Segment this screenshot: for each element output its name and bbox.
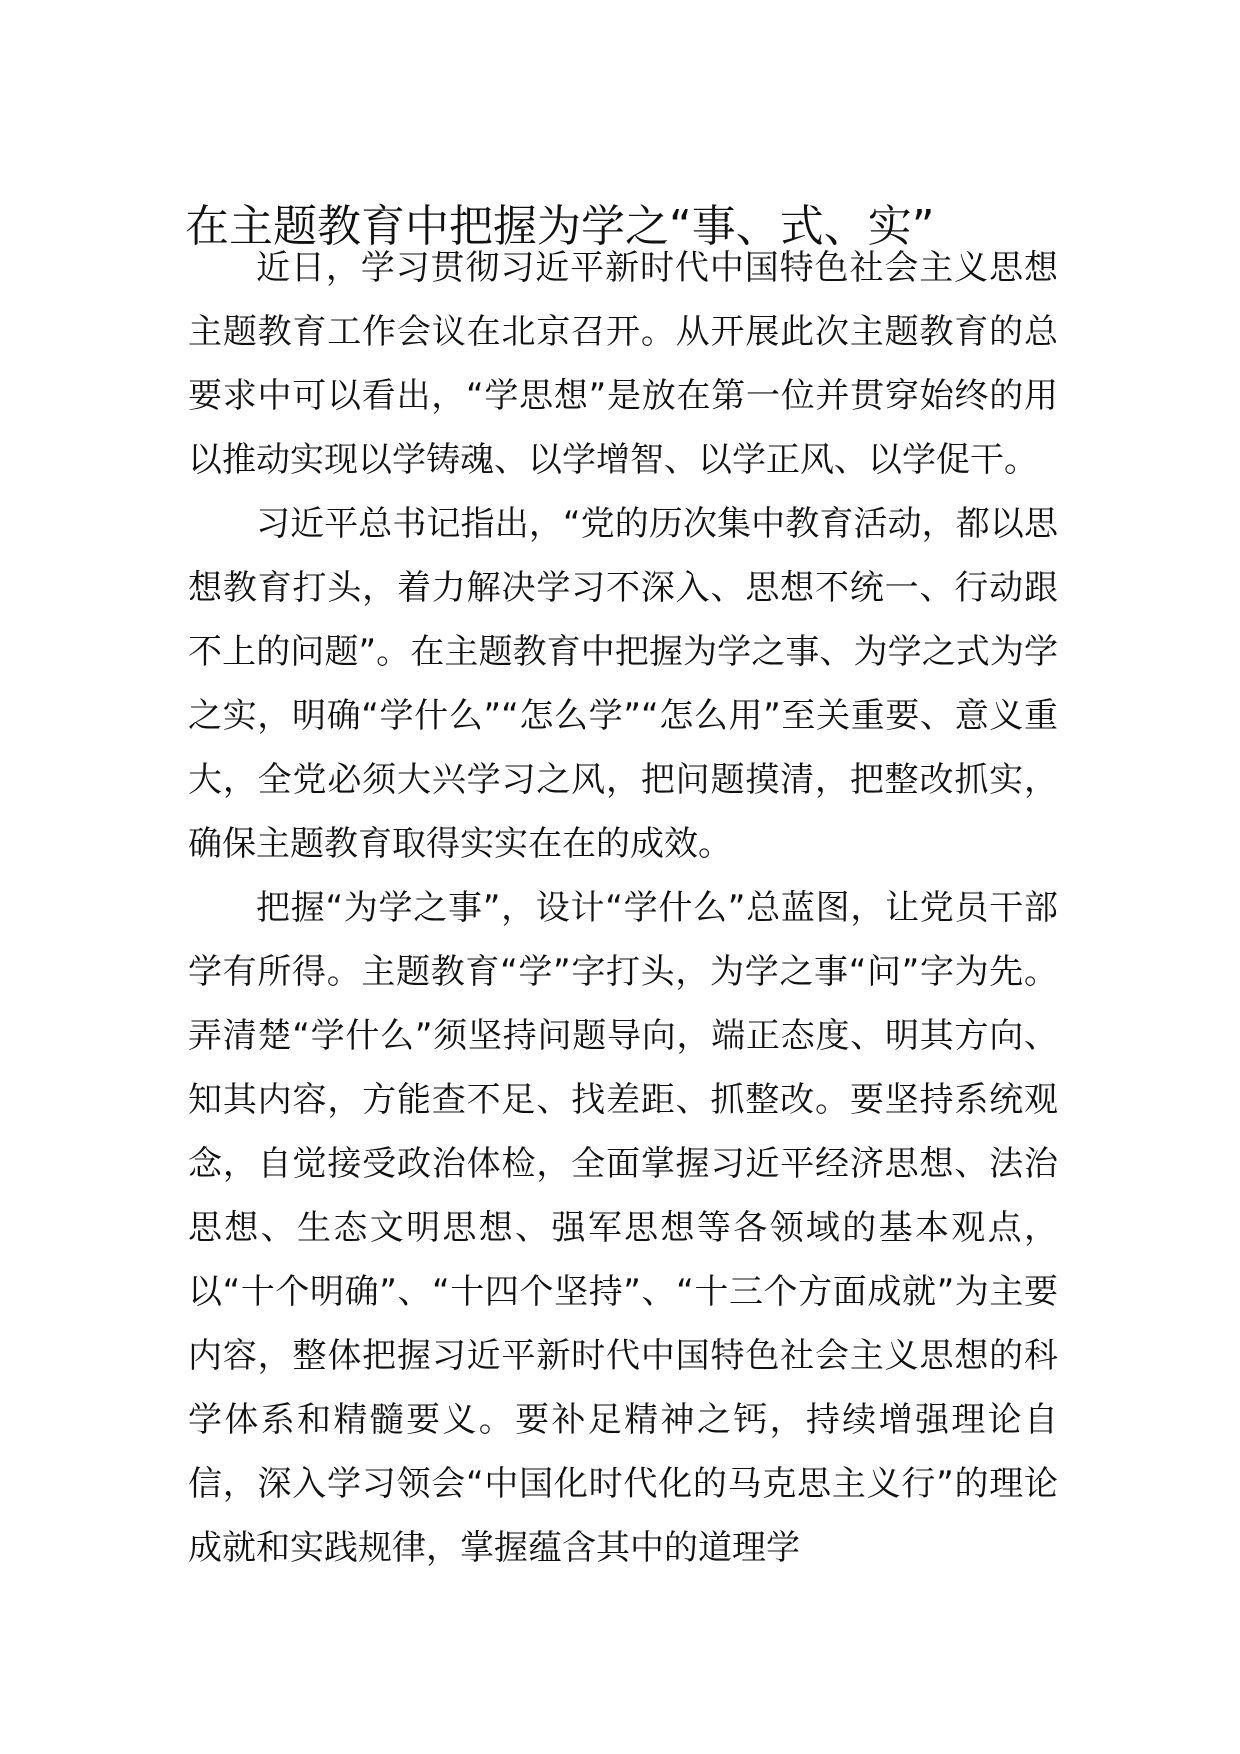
document-body bbox=[188, 236, 1058, 1580]
paragraph-2: 习近平总书记指出，“党的历次集中教育活动，都以思想教育打头，着力解决学习不深入、思想不统一、行动跟不上的问题”。在主题教育中把握为学之事、为学之式为学之实，明确“学什么”“怎么学”“怎么用”至关重要、意义重大，全党必须大兴学习之风，把问题摸清，把整改抓实，确保主题教育取得实实在在的成效。 bbox=[188, 504, 1058, 864]
document-title: 在主题教育中把握为学之“事、式、实” bbox=[185, 201, 935, 253]
paragraph-1: 近日，学习贯彻习近平新时代中国特色社会主义思想主题教育工作会议在北京召开。从开展此次主题教育的总要求中可以看出，“学思想”是放在第一位并贯穿始终的用以推动实现以学铸魂、以学增智、以学正风、以学促干。 bbox=[188, 248, 1058, 480]
paragraph-3: 把握“为学之事”，设计“学什么”总蓝图，让党员干部学有所得。主题教育“学”字打头，为学之事“问”字为先。弄清楚“学什么”须坚持问题导向，端正态度、明其方向、知其内容，方能查不足、找差距、抓整改。要坚持系统观念，自觉接受政治体检，全面掌握习近平经济思想、法治思想、生态文明思想、强军思想等各领域的基本观点，以“十个明确”、“十四个坚持”、“十三个方面成就”为主要内容，整体把握习近平新时代中国特色社会主义思想的科学体系和精髓要义。要补足精神之钙，持续增强理论自信，深入学习领会“中国化时代化的马克思主义行”的理论成就和实践规律，掌握蕴含其中的道理学 bbox=[188, 888, 1058, 1568]
